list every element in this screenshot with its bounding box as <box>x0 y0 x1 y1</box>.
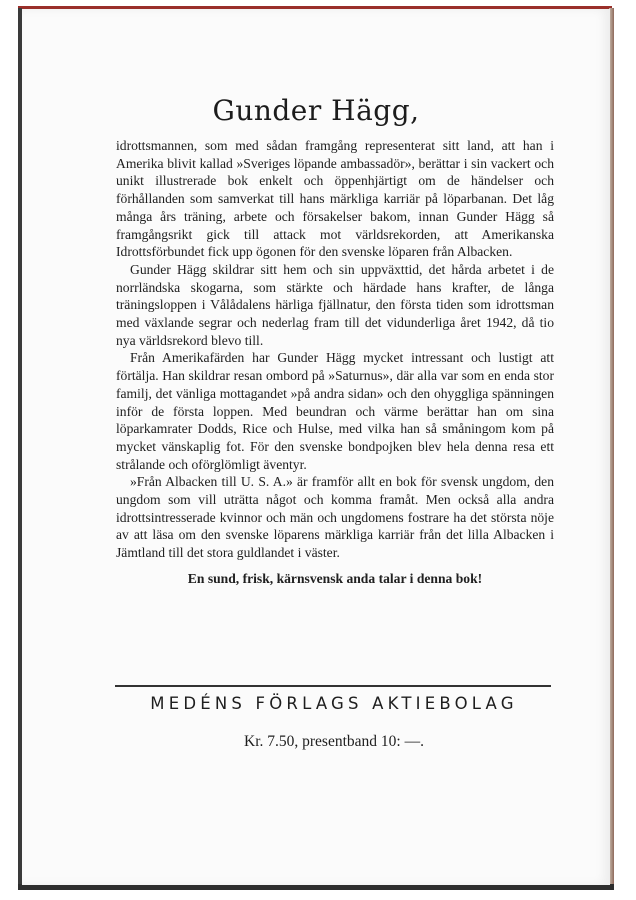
paragraph: »Från Albacken till U. S. A.» är framför allt en bok för svensk ungdom, den ungdom som vill uträtta något och komma framåt. Men också alla andra idrottsintresserade kvinnor och män och ungdomens fostrare ha det största nöje av att läsa om den svenske löparens märkliga karriär från det lilla Albacken i Jämtland till det stora guldlandet i väster. <box>116 474 554 561</box>
body-text <box>116 137 554 588</box>
paragraph: Gunder Hägg skildrar sitt hem och sin uppväxttid, det hårda arbetet i de norrländska skogarna, som stärkte och härdade hans krafter, de långa träningsloppen i Vålådalens härliga fjällnatur, den första tiden som idrottsman med växlande segrar och nederlag fram till det vidunderliga året 1942, då tio nya världsrekord blevo till. <box>116 261 554 348</box>
publisher-name: MEDÉNS FÖRLAGS AKTIEBOLAG <box>150 694 518 713</box>
divider-rule <box>115 685 551 687</box>
page-title: Gunder Hägg, <box>212 94 420 127</box>
closing-line: En sund, frisk, kärnsvensk anda talar i denna bok! <box>187 570 483 586</box>
paragraph: Från Amerikafärden har Gunder Hägg mycket intressant och lustigt att förtälja. Han skildrar resan ombord på »Saturnus», där alla var som en enda stor familj, det vänliga mottagandet »på andra sidan» och den ohyggliga spänningen inför de första loppen. Med beundran och värme berättar han om sina löparkamrater Dodds, Rice och Hulse, med vilka han så småningom kom på mycket vänskaplig fot. För den svenske bondpojken blev hela denna resa ett strålande och oförglömligt äventyr. <box>116 350 554 472</box>
paragraph: idrottsmannen, som med sådan framgång representerat sitt land, att han i Amerika blivit kallad »Sveriges löpande ambassadör», berättar i sin vackert och unikt illustrerade bok enkelt och öppenhjärtigt om de händelser och förhållanden som samverkat till hans märkliga karriär på löparbanan. Det låg många års träning, arbete och försakelser bakom, innan Gunder Hägg så framgångsrikt gick till attack mot världsrekorden, att Amerikanska Idrottsförbundet fick upp ögonen för den svenske löparen från Albacken. <box>116 138 554 260</box>
price-line: Kr. 7.50, presentband 10: —. <box>244 733 424 750</box>
